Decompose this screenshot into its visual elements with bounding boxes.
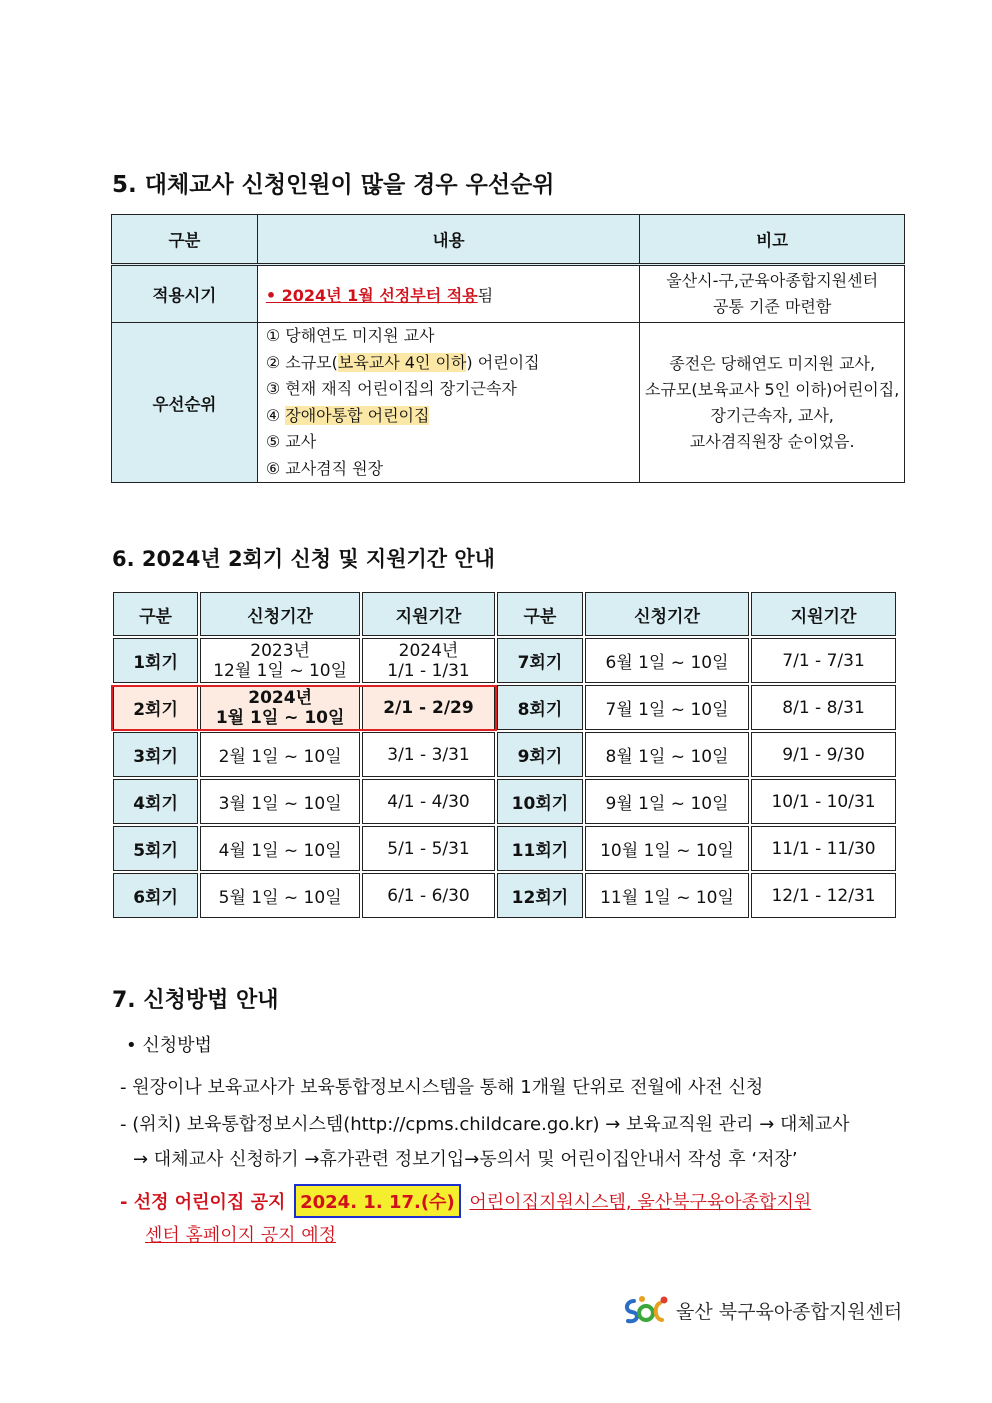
priority-item <box>266 350 640 377</box>
apply-period-content <box>257 265 640 323</box>
announcement-suffix: 어린이집지원시스템, 울산북구육아종합지원 <box>469 1192 812 1213</box>
priority-list <box>266 323 640 482</box>
schedule-row <box>113 638 896 683</box>
schedule-header: 구분 <box>497 592 583 636</box>
announcement-line-2: 센터 홈페이지 공지 예정 <box>145 1225 337 1246</box>
method-line-2: - (위치) 보육통합정보시스템(http://cpms.childcare.go.kr) → 보육교직원 관리 → 대체교사 <box>120 1114 850 1135</box>
round-label: 9회기 <box>497 732 583 777</box>
priority-table <box>111 214 905 483</box>
multi-line-cell <box>201 641 359 681</box>
application-period <box>200 685 360 730</box>
support-period <box>362 638 495 683</box>
announcement-line <box>120 1184 811 1218</box>
schedule-header: 신청기간 <box>585 592 749 636</box>
application-period: 7월 1일 ~ 10일 <box>585 685 749 730</box>
application-period <box>200 638 360 683</box>
support-period: 3/1 - 3/31 <box>362 732 495 777</box>
method-bullet: • 신청방법 <box>126 1035 212 1056</box>
schedule-header: 구분 <box>113 592 198 636</box>
priority-item: ⑤ 교사 <box>265 432 317 451</box>
priority-highlight: 장애아통합 어린이집 <box>285 405 430 425</box>
priority-highlight: 보육교사 4인 이하 <box>337 352 467 372</box>
support-period: 5/1 - 5/31 <box>362 826 495 871</box>
schedule-row <box>113 779 896 824</box>
section7-title: 7. 신청방법 안내 <box>112 988 279 1013</box>
row-label-priority: 우선순위 <box>112 323 258 483</box>
schedule-row <box>113 873 896 918</box>
round-label: 12회기 <box>497 873 583 918</box>
cell-line: 1월 1일 ~ 10일 <box>215 707 345 728</box>
note-line: 소규모(보육교사 5인 이하)어린이집, <box>645 379 900 399</box>
cell-line: 2023년 <box>250 640 310 661</box>
header-remark: 비고 <box>640 215 905 265</box>
round-label: 10회기 <box>497 779 583 824</box>
apply-period-note <box>640 265 905 323</box>
application-period: 2월 1일 ~ 10일 <box>200 732 360 777</box>
round-label: 6회기 <box>113 873 198 918</box>
support-period: 11/1 - 11/30 <box>751 826 896 871</box>
support-period: 2/1 - 2/29 <box>362 685 495 730</box>
support-period: 12/1 - 12/31 <box>751 873 896 918</box>
priority-item-suffix: ) 어린이집 <box>466 352 540 372</box>
support-period: 4/1 - 4/30 <box>362 779 495 824</box>
round-label: 4회기 <box>113 779 198 824</box>
note-line: 장기근속자, 교사, <box>710 405 834 425</box>
support-period: 9/1 - 9/30 <box>751 732 896 777</box>
cell-line: 12월 1일 ~ 10일 <box>213 660 348 681</box>
round-label: 5회기 <box>113 826 198 871</box>
cell-line: 2024년 <box>398 640 459 661</box>
priority-note <box>640 323 905 483</box>
note-line: 교사겸직원장 순이었음. <box>689 431 855 451</box>
schedule-row <box>113 826 896 871</box>
application-period: 9월 1일 ~ 10일 <box>585 779 749 824</box>
priority-item-text: ② 소규모( <box>265 352 338 372</box>
application-period: 10월 1일 ~ 10일 <box>585 826 749 871</box>
cell-line: 2024년 <box>248 687 312 708</box>
row-label-apply-period: 적용시기 <box>112 265 258 323</box>
note-line: 울산시-구,군육아종합지원센터 <box>666 271 879 290</box>
section6-title: 6. 2024년 2회기 신청 및 지원기간 안내 <box>112 547 495 571</box>
support-period: 6/1 - 6/30 <box>362 873 495 918</box>
application-period: 6월 1일 ~ 10일 <box>585 638 749 683</box>
priority-item <box>266 403 640 430</box>
application-period: 11월 1일 ~ 10일 <box>585 873 749 918</box>
method-line-3: → 대체교사 신청하기 →휴가관련 정보기입→동의서 및 어린이집안내서 작성 후 ‘저장’ <box>133 1149 798 1170</box>
round-label: 1회기 <box>113 638 198 683</box>
support-period: 10/1 - 10/31 <box>751 779 896 824</box>
round-label: 11회기 <box>497 826 583 871</box>
logo-text: 울산 북구육아종합지원센터 <box>676 1300 903 1323</box>
footer-logo <box>620 1293 902 1327</box>
priority-list-cell <box>257 323 640 483</box>
schedule-header: 지원기간 <box>751 592 896 636</box>
round-label: 2회기 <box>113 685 198 730</box>
schedule-row <box>113 685 896 730</box>
section5-title: 5. 대체교사 신청인원이 많을 경우 우선순위 <box>112 172 555 198</box>
round-label: 7회기 <box>497 638 583 683</box>
announcement-date: 2024. 1. 17.(수) <box>294 1184 461 1218</box>
application-period: 3월 1일 ~ 10일 <box>200 779 360 824</box>
cell-line: 1/1 - 1/31 <box>387 660 470 681</box>
support-period: 8/1 - 8/31 <box>751 685 896 730</box>
application-period: 4월 1일 ~ 10일 <box>200 826 360 871</box>
method-line-1: - 원장이나 보육교사가 보육통합정보시스템을 통해 1개월 단위로 전월에 사전 신청 <box>120 1077 764 1098</box>
priority-item: ③ 현재 재직 어린이집의 장기근속자 <box>265 379 517 398</box>
header-content: 내용 <box>257 215 640 265</box>
logo-mark-icon <box>620 1293 670 1327</box>
schedule-table <box>111 590 898 920</box>
schedule-header: 신청기간 <box>200 592 360 636</box>
application-period: 5월 1일 ~ 10일 <box>200 873 360 918</box>
header-category: 구분 <box>112 215 258 265</box>
multi-line-cell <box>363 641 494 681</box>
round-label: 8회기 <box>497 685 583 730</box>
apply-period-suffix: 됨 <box>477 285 494 305</box>
schedule-row <box>113 732 896 777</box>
application-period: 8월 1일 ~ 10일 <box>585 732 749 777</box>
announcement-prefix: - 선정 어린이집 공지 <box>120 1192 286 1213</box>
priority-item: ① 당해연도 미지원 교사 <box>265 326 435 345</box>
note-line: 공통 기준 마련함 <box>712 297 832 316</box>
note-line: 종전은 당해연도 미지원 교사, <box>669 353 876 373</box>
schedule-header: 지원기간 <box>362 592 495 636</box>
support-period: 7/1 - 7/31 <box>751 638 896 683</box>
priority-item-text: ④ <box>265 405 286 425</box>
round-label: 3회기 <box>113 732 198 777</box>
multi-line-cell <box>201 688 359 728</box>
apply-period-highlight: • 2024년 1월 선정부터 적용 <box>265 285 478 305</box>
priority-item: ⑥ 교사겸직 원장 <box>265 458 384 478</box>
